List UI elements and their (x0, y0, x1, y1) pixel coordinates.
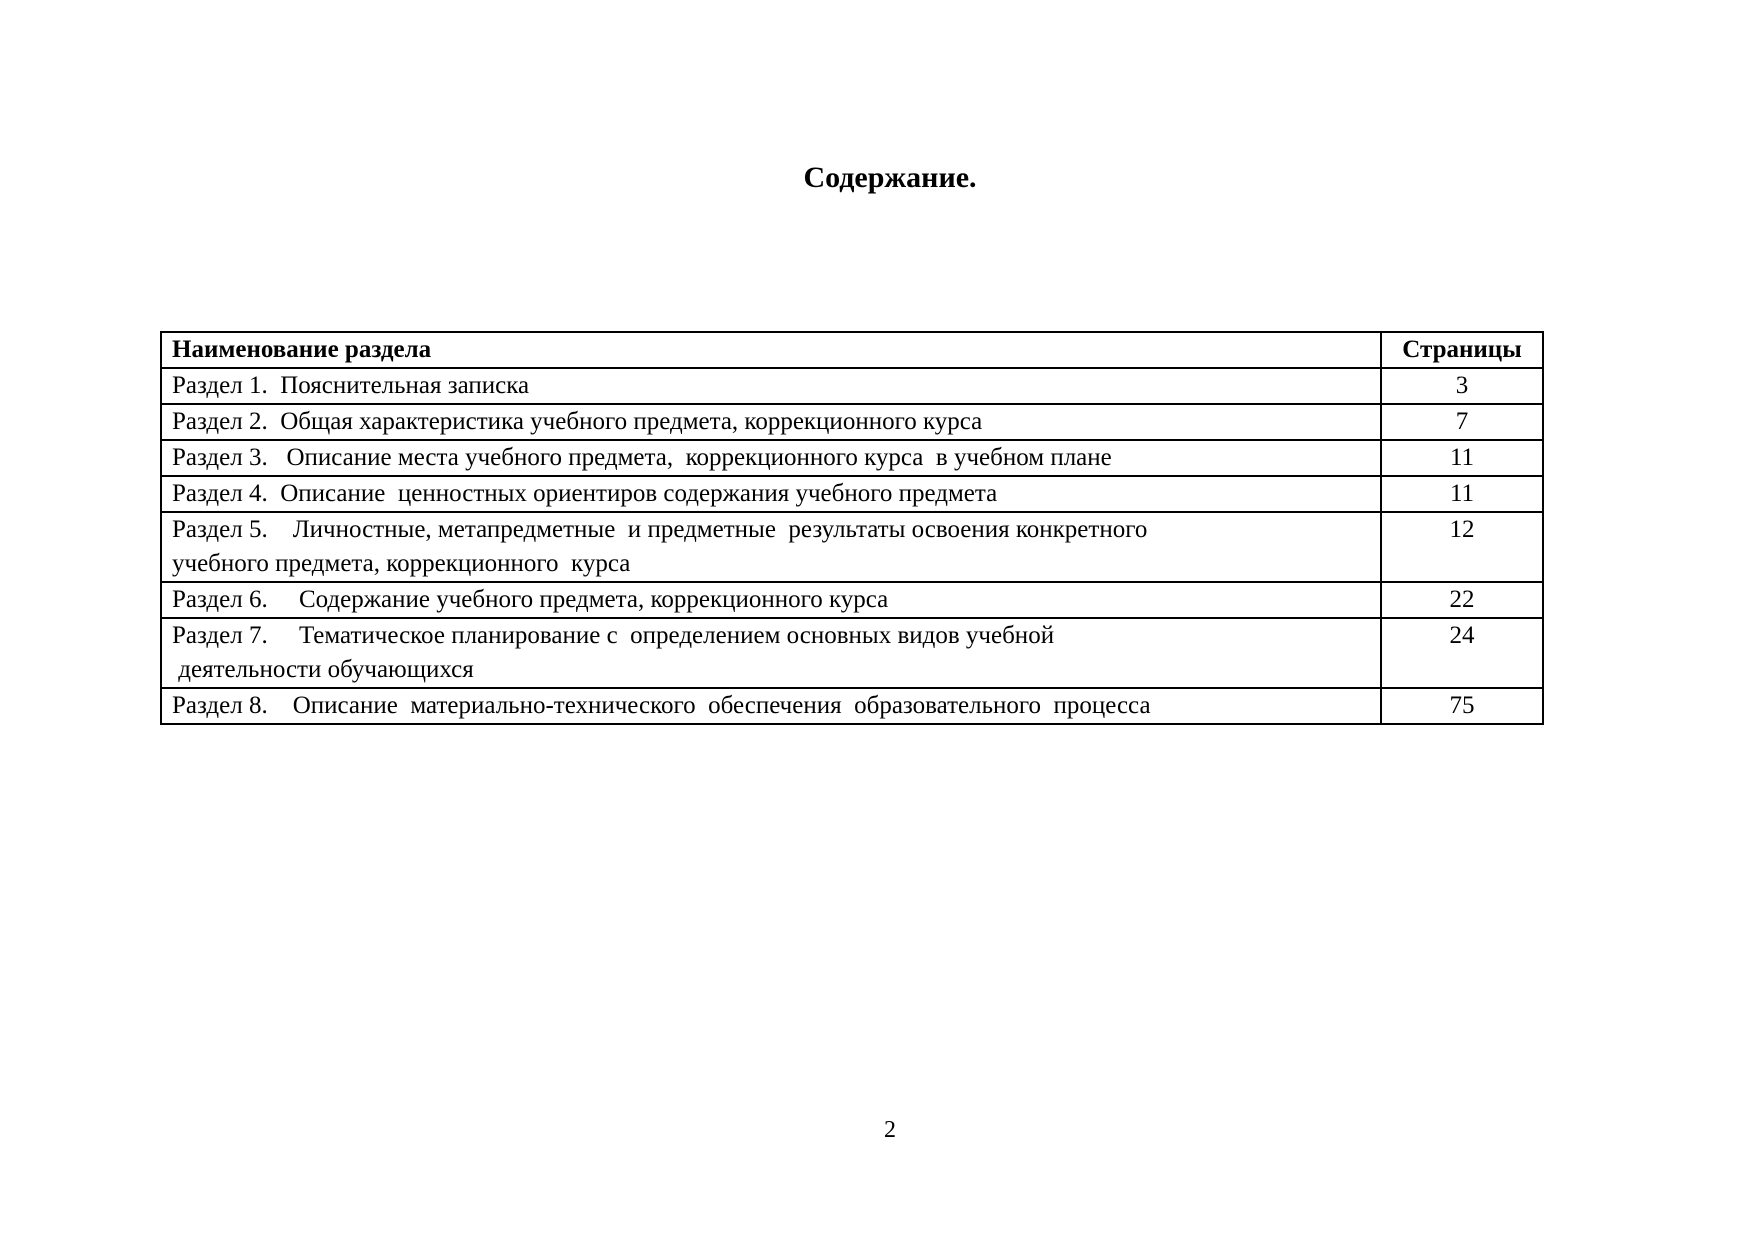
section-name-cell: Раздел 8. Описание материально-технического обеспечения образовательного процесса (161, 688, 1381, 724)
table-row (161, 440, 1543, 476)
page-cell: 3 (1381, 368, 1543, 404)
page-cell: 24 (1381, 618, 1543, 688)
table-header-row (161, 332, 1543, 368)
table-row (161, 512, 1543, 582)
pages-header: Страницы (1381, 332, 1543, 368)
page-cell: 12 (1381, 512, 1543, 582)
section-name-cell: Раздел 2. Общая характеристика учебного предмета, коррекционного курса (161, 404, 1381, 440)
page-title: Содержание. (803, 161, 977, 194)
section-name-header: Наименование раздела (161, 332, 1381, 368)
table-row (161, 582, 1543, 618)
page-cell: 22 (1381, 582, 1543, 618)
page-cell: 11 (1381, 440, 1543, 476)
section-name-cell: Раздел 3. Описание места учебного предмета, коррекционного курса в учебном плане (161, 440, 1381, 476)
table-row (161, 476, 1543, 512)
section-name-cell: Раздел 5. Личностные, метапредметные и предметные результаты освоения конкретного учебного предмета, коррекционного курса (161, 512, 1381, 582)
page-cell: 11 (1381, 476, 1543, 512)
page-number: 2 (884, 1117, 896, 1143)
table-row (161, 404, 1543, 440)
page-cell: 75 (1381, 688, 1543, 724)
section-name-cell: Раздел 4. Описание ценностных ориентиров содержания учебного предмета (161, 476, 1381, 512)
contents-table (160, 331, 1544, 725)
page-cell: 7 (1381, 404, 1543, 440)
section-name-cell: Раздел 6. Содержание учебного предмета, коррекционного курса (161, 582, 1381, 618)
section-name-cell: Раздел 7. Тематическое планирование с определением основных видов учебной деятельности обучающихся (161, 618, 1381, 688)
table-row (161, 618, 1543, 688)
section-name-cell: Раздел 1. Пояснительная записка (161, 368, 1381, 404)
table-row (161, 368, 1543, 404)
table-row (161, 688, 1543, 724)
